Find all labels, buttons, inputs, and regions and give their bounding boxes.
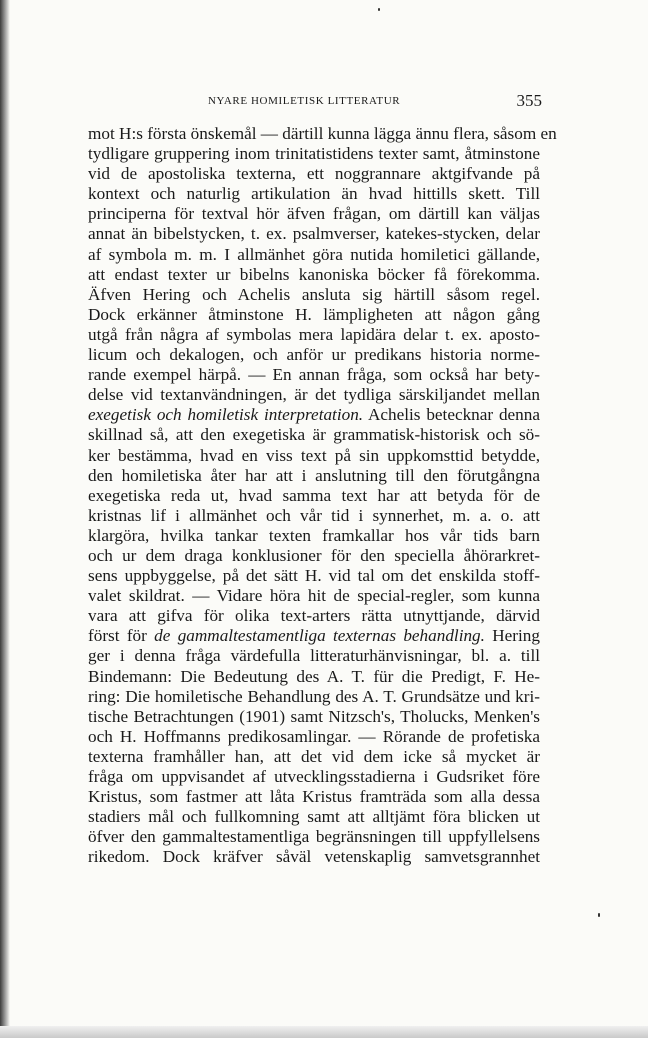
scan-edge [0, 1026, 648, 1038]
binding-shadow [0, 0, 10, 1038]
text-line [88, 767, 540, 787]
text-line [88, 365, 540, 385]
text-segment: fråga om uppvisandet af utvecklingsstadierna i Gudsriket före [88, 767, 540, 786]
text-line [88, 325, 540, 345]
text-segment: skillnad så, att den exegetiska är grammatisk-historisk och sö- [88, 425, 540, 445]
text-line [88, 204, 540, 224]
text-line [88, 847, 540, 867]
text-segment: att endast texter ur bibelns kanoniska böcker få förekomma. [88, 264, 540, 284]
text-line [88, 707, 540, 727]
text-segment: Bindemann: Die Bedeutung des A. T. für die Predigt, F. He- [88, 666, 540, 686]
text-line [88, 526, 540, 546]
text-segment: Hering [484, 626, 540, 646]
text-line [88, 466, 540, 486]
text-line [88, 506, 540, 526]
text-segment: ring: Die homiletische Behandlung des A. T. Grundsätze und kri- [88, 686, 540, 706]
text-segment: rikedom. Dock kräfver såväl vetenskaplig samvetsgrannhet [88, 847, 540, 867]
text-segment: den homiletiska åter har att i anslutning till den förutgångna [88, 465, 540, 485]
italic-phrase: exegetisk och homiletisk interpretation. [88, 405, 364, 425]
text-line [88, 164, 540, 184]
text-line [88, 546, 540, 566]
text-segment: öfver den gammaltestamentliga begränsningen till uppfyllelsens [88, 827, 540, 847]
text-line [88, 486, 540, 506]
text-segment: först för [88, 626, 155, 646]
text-line [88, 245, 540, 265]
italic-phrase: de gammaltestamentliga texternas behandling. [154, 626, 485, 646]
running-title: NYARE HOMILETISK LITTERATUR [208, 95, 401, 107]
text-segment: texterna framhåller han, att det vid dem icke så mycket är [88, 746, 540, 766]
text-segment: vid de apostoliska texterna, ett noggrannare aktgifvande på [88, 164, 540, 184]
text-line [88, 305, 540, 325]
text-line [88, 727, 540, 747]
text-segment: klargöra, hvilka tankar texten framkallar hos vår tids barn [88, 525, 540, 545]
page-number: 355 [516, 91, 542, 110]
text-line [88, 667, 540, 687]
text-segment: utgå från några af symbolas mera lapidära delar t. ex. aposto- [88, 324, 540, 344]
text-segment: delse vid textanvändningen, är det tydliga särskiljandet mellan [88, 385, 540, 405]
text-segment: ker bestämma, hvad en viss text på sin uppkomsttid betydde, [88, 445, 540, 465]
text-segment: och H. Hoffmanns predikosamlingar. — Rörande de profetiska [88, 726, 540, 746]
text-line [88, 285, 540, 305]
text-line [88, 124, 557, 144]
text-line [88, 345, 540, 365]
running-head [90, 92, 542, 110]
text-segment: annat än bibelstycken, t. ex. psalmverser, katekes-stycken, delar [88, 224, 540, 244]
text-segment: sens uppbyggelse, på det sätt H. vid tal om det enskilda stoff- [88, 566, 540, 586]
text-segment: rande exempel härpå. — En annan fråga, som också har bety- [88, 365, 540, 385]
text-segment: tische Betrachtungen (1901) samt Nitzsch's, Tholucks, Menken's [88, 706, 540, 726]
body-text [88, 124, 557, 867]
ink-speck [378, 8, 380, 11]
text-segment: och ur dem draga konklusioner för den speciella åhörarkret- [88, 545, 540, 565]
text-segment: kontext och naturlig artikulation än hvad hittills skett. Till [88, 184, 540, 204]
text-segment: Kristus, som fastmer att låta Kristus framträda som alla dessa [88, 787, 540, 807]
text-line [88, 425, 540, 445]
text-segment: licum och dekalogen, och anför ur predikans historia norme- [88, 345, 540, 365]
text-segment: vara att gifva för olika text-arters rätta utnyttjande, därvid [88, 606, 540, 626]
text-line [88, 405, 540, 425]
text-line [88, 446, 540, 466]
text-line [88, 566, 540, 586]
text-segment: stadiers mål och fullkomning samt att alltjämt föra blicken ut [88, 807, 540, 827]
text-segment: tydligare gruppering inom trinitatistidens texter samt, åtminstone [88, 144, 540, 164]
text-line [88, 827, 540, 847]
text-segment: Dock erkänner åtminstone H. lämpligheten att någon gång [88, 304, 540, 324]
text-line [88, 606, 540, 626]
text-line [88, 787, 540, 807]
text-line [88, 747, 540, 767]
text-line [88, 385, 540, 405]
text-line [88, 265, 540, 285]
text-segment: exegetiska reda ut, hvad samma text har att betyda för de [88, 485, 540, 505]
text-segment: kristnas lif i allmänhet och vår tid i synnerhet, m. a. o. att [88, 505, 540, 525]
text-segment: af symbola m. m. I allmänhet göra nutida homiletici gällande, [88, 244, 540, 264]
text-segment: Achelis betecknar denna [363, 405, 540, 425]
text-segment: mot H:s första önskemål — därtill kunna lägga ännu flera, såsom en [88, 124, 557, 143]
ink-speck [598, 913, 600, 917]
text-line [88, 224, 540, 244]
text-segment: ger i denna fråga värdefulla litteraturhänvisningar, bl. a. till [88, 646, 540, 666]
text-line [88, 646, 540, 666]
text-line [88, 184, 540, 204]
text-line [88, 626, 540, 646]
text-segment: valet skildrat. — Vidare höra hit de special-regler, som kunna [88, 586, 540, 606]
text-segment: principerna för textval hör äfven frågan, om därtill kan väljas [88, 204, 540, 224]
text-segment: Äfven Hering och Achelis ansluta sig härtill såsom regel. [88, 284, 540, 304]
text-line [88, 586, 540, 606]
text-line [88, 687, 540, 707]
text-line [88, 144, 540, 164]
text-line [88, 807, 540, 827]
